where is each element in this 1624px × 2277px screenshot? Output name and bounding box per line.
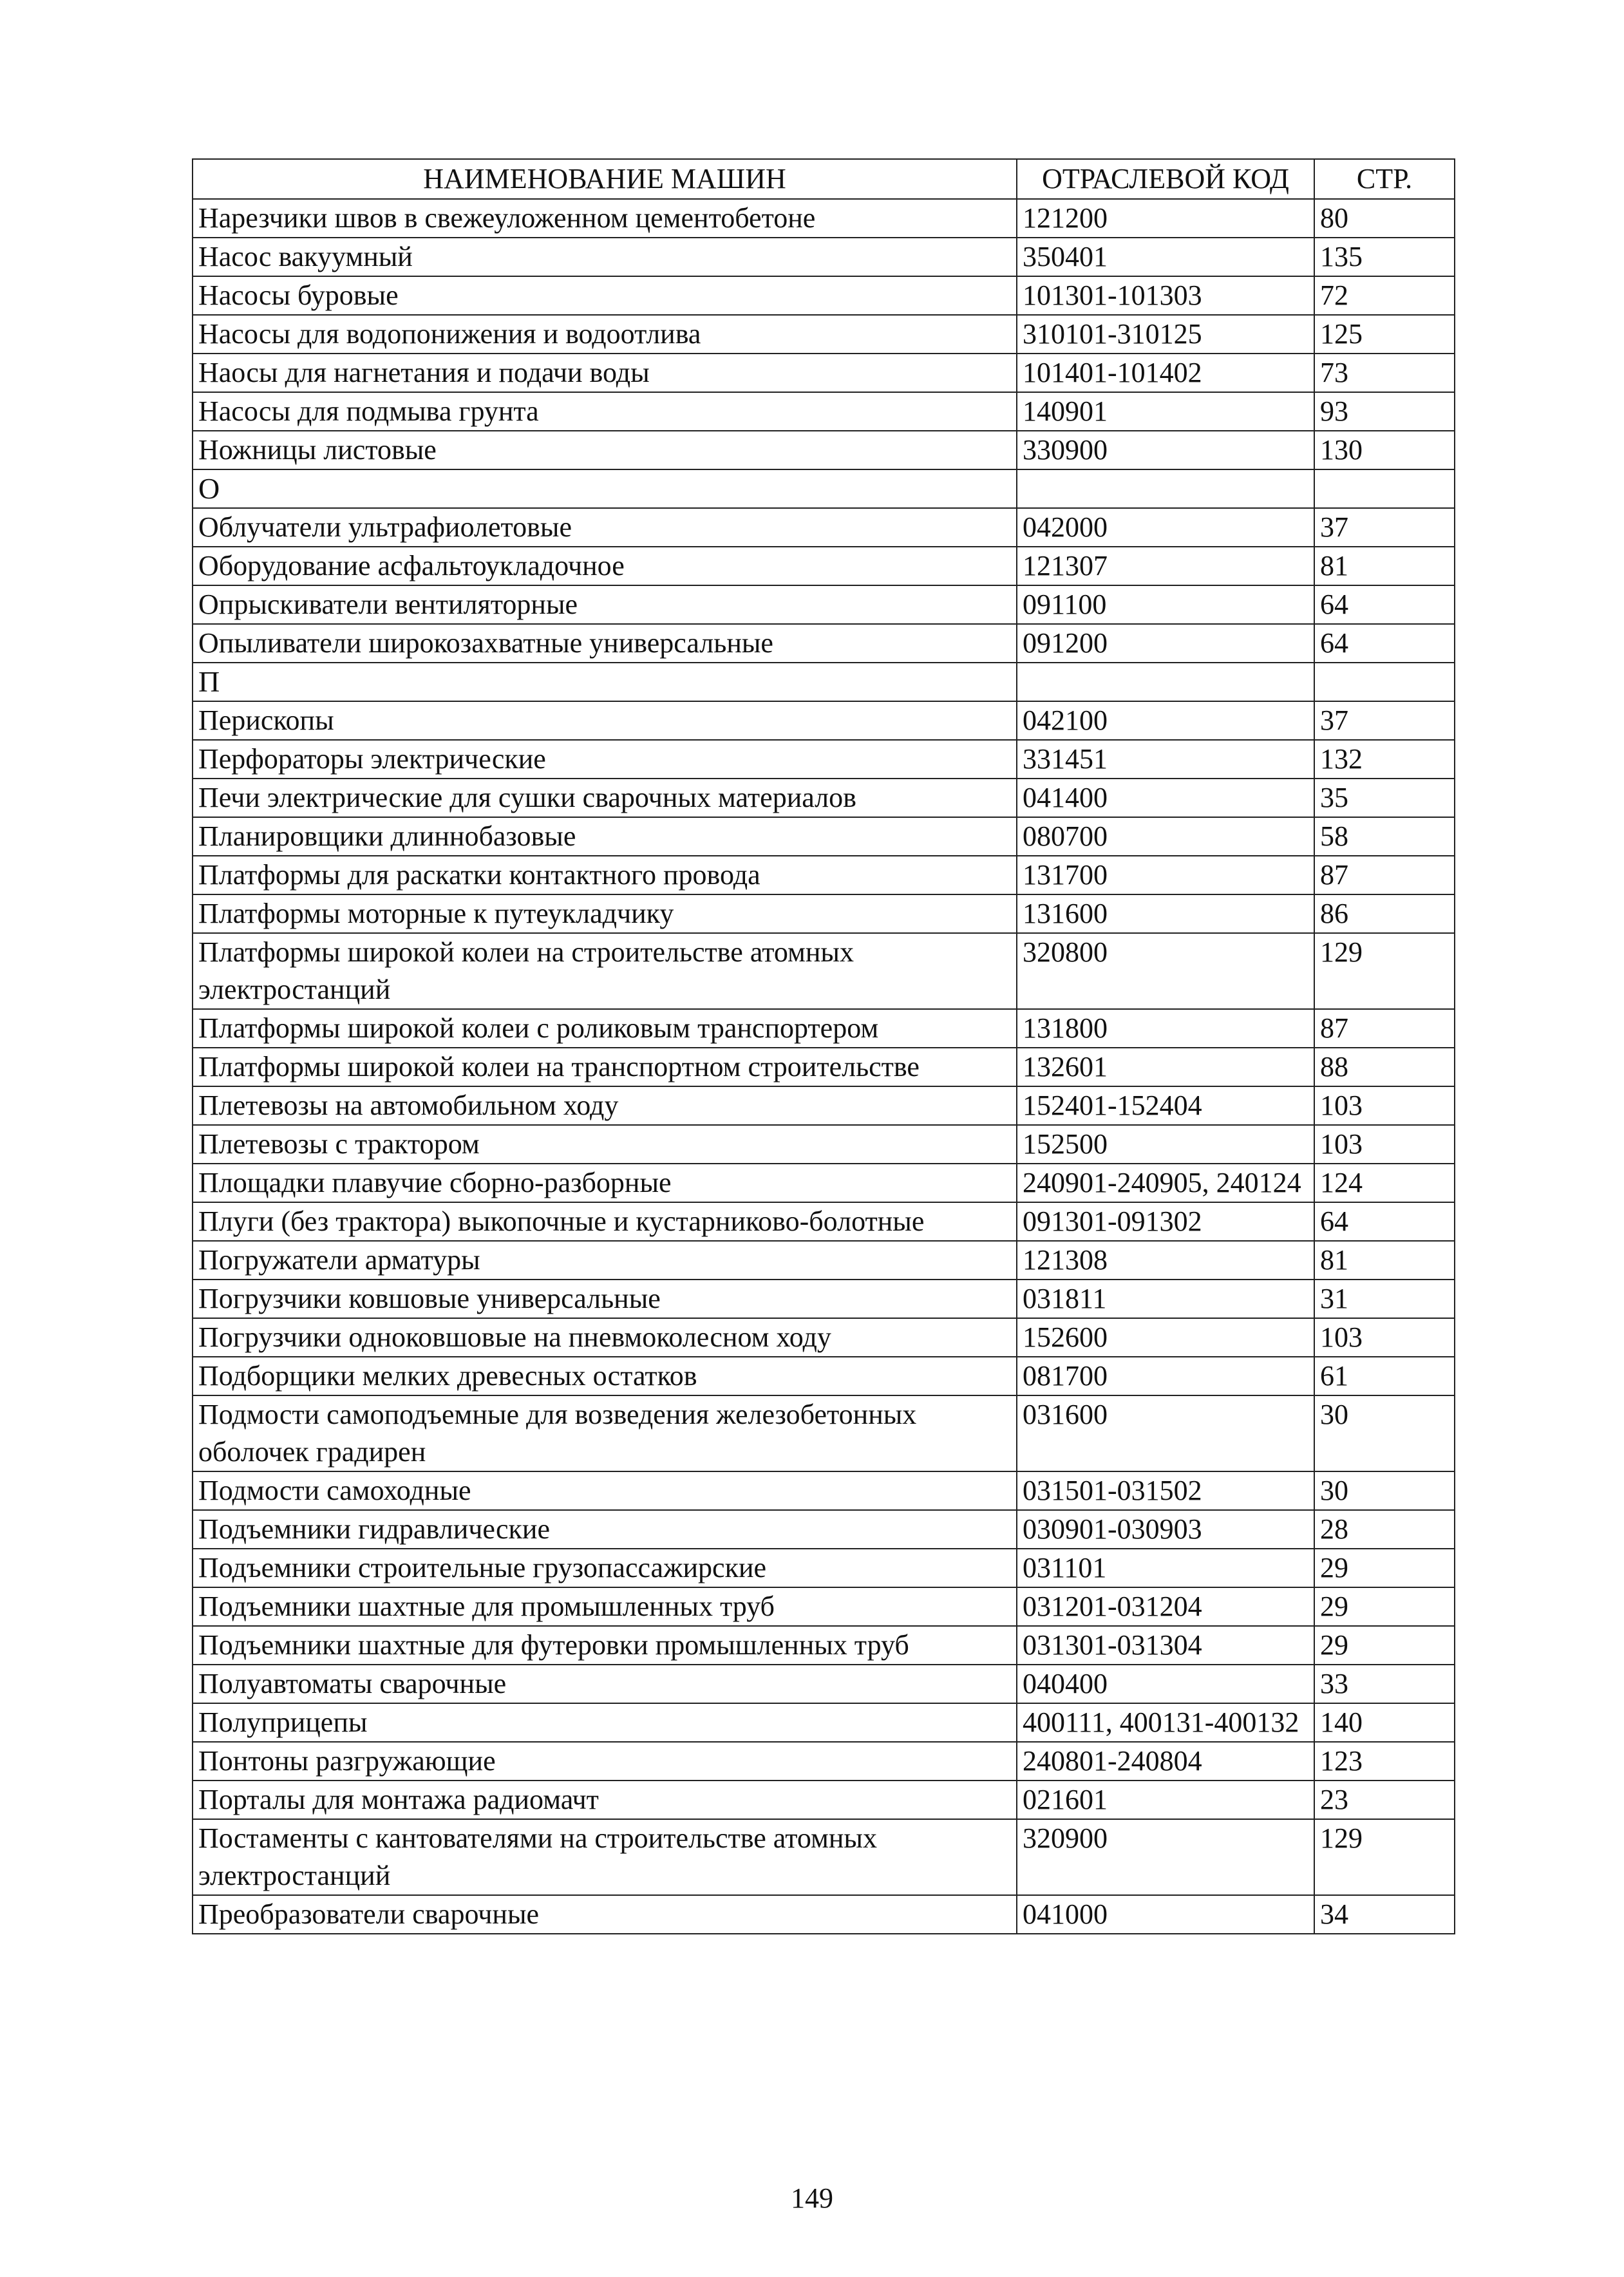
industry-code-cell: 042000 <box>1017 508 1314 547</box>
table-row <box>193 1587 1455 1626</box>
table-row <box>193 1048 1455 1086</box>
machine-name-cell: Погрузчики одноковшовые на пневмоколесном ходу <box>193 1318 1017 1357</box>
industry-code-cell: 140901 <box>1017 392 1314 431</box>
industry-code-cell: 330900 <box>1017 431 1314 469</box>
industry-code-cell: 131700 <box>1017 856 1314 894</box>
machine-name-cell: Подмости самоходные <box>193 1471 1017 1510</box>
table-row <box>193 585 1455 624</box>
machine-name-cell: Плетевозы на автомобильном ходу <box>193 1086 1017 1125</box>
machine-index-table <box>192 158 1455 1934</box>
table-row <box>193 1549 1455 1587</box>
page-ref-cell: 72 <box>1314 276 1455 315</box>
machine-name-cell: Порталы для монтажа радиомачт <box>193 1781 1017 1819</box>
machine-name-cell: Преобразователи сварочные <box>193 1895 1017 1934</box>
machine-name-cell: Платформы широкой колеи на транспортном строительстве <box>193 1048 1017 1086</box>
page-ref-cell: 81 <box>1314 547 1455 585</box>
page-ref-cell: 73 <box>1314 354 1455 392</box>
page-ref-cell: 129 <box>1314 933 1455 1009</box>
industry-code-cell: 310101-310125 <box>1017 315 1314 354</box>
page-ref-cell: 61 <box>1314 1357 1455 1395</box>
industry-code-cell: 331451 <box>1017 740 1314 779</box>
section-letter-row <box>193 663 1455 701</box>
table-row <box>193 894 1455 933</box>
page-ref-cell: 132 <box>1314 740 1455 779</box>
page-ref-cell: 129 <box>1314 1819 1455 1895</box>
machine-name-cell: Подмости самоподъемные для возведения железобетонных оболочек градирен <box>193 1395 1017 1471</box>
table-row <box>193 624 1455 663</box>
industry-code-cell: 030901-030903 <box>1017 1510 1314 1549</box>
machine-name-cell: Полуавтоматы сварочные <box>193 1665 1017 1703</box>
machine-name-cell: Опыливатели широкозахватные универсальные <box>193 624 1017 663</box>
table-row <box>193 1395 1455 1471</box>
page-ref-cell: 103 <box>1314 1125 1455 1164</box>
page-ref-cell: 88 <box>1314 1048 1455 1086</box>
industry-code-cell: 031501-031502 <box>1017 1471 1314 1510</box>
header-code: ОТРАСЛЕВОЙ КОД <box>1017 159 1314 199</box>
machine-name-cell: Плуги (без трактора) выкопочные и кустарниково-болотные <box>193 1202 1017 1241</box>
machine-name-cell: Платформы моторные к путеукладчику <box>193 894 1017 933</box>
table-row <box>193 856 1455 894</box>
table-row <box>193 817 1455 856</box>
page-ref-cell: 125 <box>1314 315 1455 354</box>
page-ref-cell: 130 <box>1314 431 1455 469</box>
page-ref-cell: 29 <box>1314 1626 1455 1665</box>
industry-code-cell: 091200 <box>1017 624 1314 663</box>
industry-code-cell: 101301-101303 <box>1017 276 1314 315</box>
industry-code-cell: 240801-240804 <box>1017 1742 1314 1781</box>
machine-name-cell: Подъемники шахтные для промышленных труб <box>193 1587 1017 1626</box>
page-ref-cell: 87 <box>1314 856 1455 894</box>
page-ref-cell: 23 <box>1314 1781 1455 1819</box>
industry-code-cell: 031101 <box>1017 1549 1314 1587</box>
machine-name-cell: Наосы для нагнетания и подачи воды <box>193 354 1017 392</box>
industry-code-cell: 240901-240905, 240124 <box>1017 1164 1314 1202</box>
industry-code-cell: 031201-031204 <box>1017 1587 1314 1626</box>
page-ref-cell: 135 <box>1314 238 1455 276</box>
machine-name-cell: Подборщики мелких древесных остатков <box>193 1357 1017 1395</box>
machine-name-cell: Насосы для подмыва грунта <box>193 392 1017 431</box>
industry-code-cell: 121200 <box>1017 199 1314 238</box>
page-ref-cell: 33 <box>1314 1665 1455 1703</box>
industry-code-cell: 041000 <box>1017 1895 1314 1934</box>
industry-code-cell: 080700 <box>1017 817 1314 856</box>
page-ref-cell: 30 <box>1314 1395 1455 1471</box>
page-ref-cell: 29 <box>1314 1549 1455 1587</box>
machine-name-cell: Ножницы листовые <box>193 431 1017 469</box>
machine-name-cell: Полуприцепы <box>193 1703 1017 1742</box>
table-row <box>193 1125 1455 1164</box>
machine-name-cell: Оборудование асфальтоукладочное <box>193 547 1017 585</box>
machine-name-cell: Насосы для водопонижения и водоотлива <box>193 315 1017 354</box>
industry-code-cell: 152401-152404 <box>1017 1086 1314 1125</box>
table-row <box>193 1318 1455 1357</box>
table-row <box>193 431 1455 469</box>
industry-code-cell: 031600 <box>1017 1395 1314 1471</box>
page-ref-cell: 64 <box>1314 585 1455 624</box>
industry-code-cell: 042100 <box>1017 701 1314 740</box>
page-ref-cell: 28 <box>1314 1510 1455 1549</box>
machine-name-cell: Подъемники гидравлические <box>193 1510 1017 1549</box>
table-row <box>193 1626 1455 1665</box>
page-ref-cell: 93 <box>1314 392 1455 431</box>
empty-cell <box>1314 469 1455 508</box>
industry-code-cell: 152500 <box>1017 1125 1314 1164</box>
page-ref-cell: 29 <box>1314 1587 1455 1626</box>
machine-name-cell: Платформы широкой колеи на строительстве атомных электростанций <box>193 933 1017 1009</box>
machine-name-cell: Облучатели ультрафиолетовые <box>193 508 1017 547</box>
industry-code-cell: 121308 <box>1017 1241 1314 1280</box>
table-row <box>193 1086 1455 1125</box>
machine-name-cell: Перфораторы электрические <box>193 740 1017 779</box>
table-row <box>193 315 1455 354</box>
page-ref-cell: 87 <box>1314 1009 1455 1048</box>
machine-name-cell: Насос вакуумный <box>193 238 1017 276</box>
table-row <box>193 1665 1455 1703</box>
section-letter: П <box>193 663 1017 701</box>
machine-name-cell: Перископы <box>193 701 1017 740</box>
page-ref-cell: 103 <box>1314 1318 1455 1357</box>
table-row <box>193 1357 1455 1395</box>
page-ref-cell: 123 <box>1314 1742 1455 1781</box>
machine-name-cell: Постаменты с кантователями на строительстве атомных электростанций <box>193 1819 1017 1895</box>
page-ref-cell: 31 <box>1314 1280 1455 1318</box>
table-row <box>193 276 1455 315</box>
page-ref-cell: 103 <box>1314 1086 1455 1125</box>
industry-code-cell: 131800 <box>1017 1009 1314 1048</box>
industry-code-cell: 400111, 400131-400132 <box>1017 1703 1314 1742</box>
page-ref-cell: 58 <box>1314 817 1455 856</box>
table-row <box>193 238 1455 276</box>
industry-code-cell: 031301-031304 <box>1017 1626 1314 1665</box>
machine-name-cell: Погрузчики ковшовые универсальные <box>193 1280 1017 1318</box>
table-row <box>193 1781 1455 1819</box>
industry-code-cell: 320800 <box>1017 933 1314 1009</box>
industry-code-cell: 041400 <box>1017 779 1314 817</box>
section-letter: О <box>193 469 1017 508</box>
machine-name-cell: Плетевозы с трактором <box>193 1125 1017 1164</box>
table-row <box>193 354 1455 392</box>
page-ref-cell: 30 <box>1314 1471 1455 1510</box>
machine-name-cell: Подъемники строительные грузопассажирские <box>193 1549 1017 1587</box>
table-row <box>193 1241 1455 1280</box>
table-row <box>193 1819 1455 1895</box>
machine-name-cell: Понтоны разгружающие <box>193 1742 1017 1781</box>
machine-name-cell: Подъемники шахтные для футеровки промышленных труб <box>193 1626 1017 1665</box>
industry-code-cell: 350401 <box>1017 238 1314 276</box>
table-row <box>193 1742 1455 1781</box>
industry-code-cell: 121307 <box>1017 547 1314 585</box>
page-ref-cell: 140 <box>1314 1703 1455 1742</box>
table-row <box>193 392 1455 431</box>
page-number: 149 <box>791 2182 833 2214</box>
page-ref-cell: 124 <box>1314 1164 1455 1202</box>
header-page: СТР. <box>1314 159 1455 199</box>
industry-code-cell: 320900 <box>1017 1819 1314 1895</box>
table-row <box>193 1164 1455 1202</box>
industry-code-cell: 091100 <box>1017 585 1314 624</box>
table-row <box>193 1510 1455 1549</box>
page-ref-cell: 34 <box>1314 1895 1455 1934</box>
industry-code-cell: 040400 <box>1017 1665 1314 1703</box>
page-ref-cell: 86 <box>1314 894 1455 933</box>
table-header-row <box>193 159 1455 199</box>
table-row <box>193 1009 1455 1048</box>
machine-name-cell: Платформы для раскатки контактного провода <box>193 856 1017 894</box>
machine-name-cell: Опрыскиватели вентиляторные <box>193 585 1017 624</box>
industry-code-cell: 021601 <box>1017 1781 1314 1819</box>
section-letter-row <box>193 469 1455 508</box>
machine-name-cell: Насосы буровые <box>193 276 1017 315</box>
industry-code-cell: 152600 <box>1017 1318 1314 1357</box>
table-row <box>193 508 1455 547</box>
table-row <box>193 740 1455 779</box>
machine-name-cell: Планировщики длиннобазовые <box>193 817 1017 856</box>
table-row <box>193 1703 1455 1742</box>
machine-name-cell: Печи электрические для сушки сварочных материалов <box>193 779 1017 817</box>
table-row <box>193 1202 1455 1241</box>
table-row <box>193 1280 1455 1318</box>
table-row <box>193 779 1455 817</box>
machine-name-cell: Площадки плавучие сборно-разборные <box>193 1164 1017 1202</box>
industry-code-cell: 031811 <box>1017 1280 1314 1318</box>
industry-code-cell: 081700 <box>1017 1357 1314 1395</box>
page-ref-cell: 35 <box>1314 779 1455 817</box>
page-ref-cell: 81 <box>1314 1241 1455 1280</box>
table-row <box>193 547 1455 585</box>
industry-code-cell: 101401-101402 <box>1017 354 1314 392</box>
empty-cell <box>1017 663 1314 701</box>
machine-name-cell: Платформы широкой колеи с роликовым транспортером <box>193 1009 1017 1048</box>
machine-name-cell: Нарезчики швов в свежеуложенном цементобетоне <box>193 199 1017 238</box>
table-row <box>193 701 1455 740</box>
page-ref-cell: 37 <box>1314 508 1455 547</box>
empty-cell <box>1314 663 1455 701</box>
industry-code-cell: 131600 <box>1017 894 1314 933</box>
table-row <box>193 1471 1455 1510</box>
table-row <box>193 933 1455 1009</box>
machine-name-cell: Погружатели арматуры <box>193 1241 1017 1280</box>
header-name: НАИМЕНОВАНИЕ МАШИН <box>193 159 1017 199</box>
page-ref-cell: 80 <box>1314 199 1455 238</box>
industry-code-cell: 132601 <box>1017 1048 1314 1086</box>
empty-cell <box>1017 469 1314 508</box>
table-body <box>193 199 1455 1934</box>
page-ref-cell: 64 <box>1314 1202 1455 1241</box>
page-ref-cell: 37 <box>1314 701 1455 740</box>
table-row <box>193 1895 1455 1934</box>
table-row <box>193 199 1455 238</box>
page-ref-cell: 64 <box>1314 624 1455 663</box>
industry-code-cell: 091301-091302 <box>1017 1202 1314 1241</box>
